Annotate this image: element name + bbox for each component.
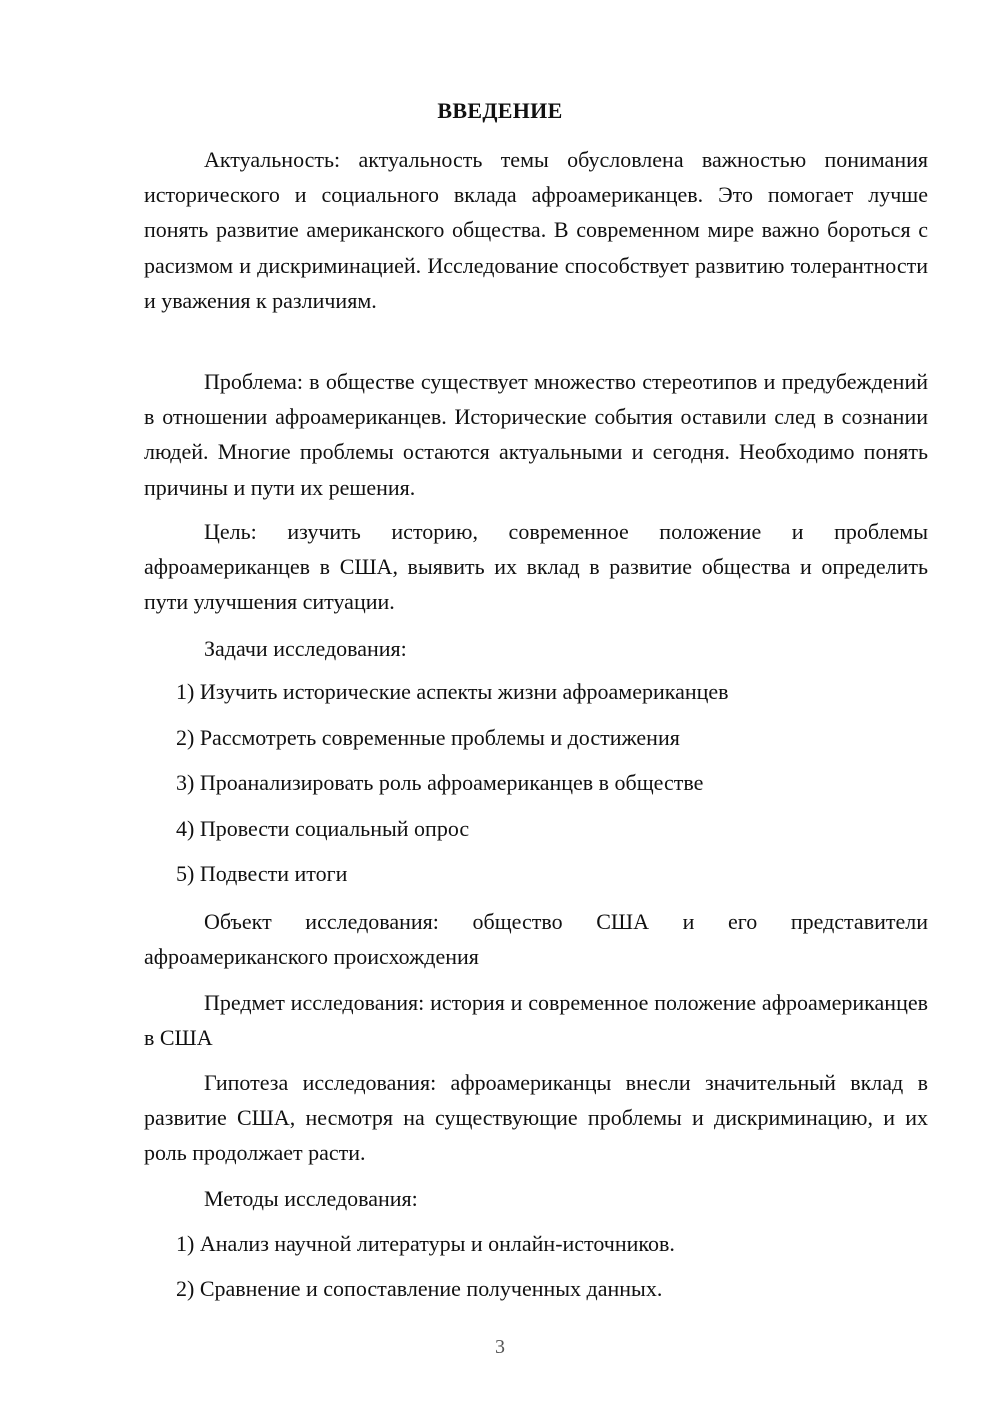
method-item-2: 2) Сравнение и сопоставление полученных данных. bbox=[176, 1276, 663, 1301]
page-number: 3 bbox=[495, 1336, 505, 1358]
methods-title: Методы исследования: bbox=[204, 1186, 418, 1211]
task-item-5: 5) Подвести итоги bbox=[176, 861, 348, 886]
goal-paragraph: Цель: изучить историю, современное положение и проблемы афроамериканцев в США, выявить их вклад в развитие общества и определить пути улучшения ситуации. bbox=[144, 519, 928, 615]
relevance-paragraph: Актуальность: актуальность темы обусловлена важностью понимания исторического и социального вклада афроамериканцев. Это помогает лучше понять развитие американского общества. В современном мире важно бороться с расизмом и дискриминацией. Исследование способствует развитию толерантности и уважения к различиям. bbox=[144, 147, 928, 313]
problem-paragraph: Проблема: в обществе существует множество стереотипов и предубеждений в отношении афроамериканцев. Исторические события оставили след в сознании людей. Многие проблемы остаются актуальными и сегодня. Необходимо понять причины и пути их решения. bbox=[144, 369, 928, 500]
task-item-2: 2) Рассмотреть современные проблемы и достижения bbox=[176, 725, 680, 750]
task-item-3: 3) Проанализировать роль афроамериканцев в обществе bbox=[176, 770, 704, 795]
method-item-1: 1) Анализ научной литературы и онлайн-источников. bbox=[176, 1231, 675, 1256]
subject-paragraph: Предмет исследования: история и современное положение афроамериканцев в США bbox=[144, 990, 928, 1051]
tasks-title: Задачи исследования: bbox=[204, 636, 407, 661]
task-item-4: 4) Провести социальный опрос bbox=[176, 816, 470, 841]
section-heading: ВВЕДЕНИЕ bbox=[437, 98, 563, 123]
object-paragraph: Объект исследования: общество США и его представители афроамериканского происхождения bbox=[144, 909, 928, 970]
task-item-1: 1) Изучить исторические аспекты жизни афроамериканцев bbox=[176, 679, 729, 704]
hypothesis-paragraph: Гипотеза исследования: афроамериканцы внесли значительный вклад в развитие США, несмотря на существующие проблемы и дискриминацию, и их роль продолжает расти. bbox=[144, 1070, 928, 1166]
